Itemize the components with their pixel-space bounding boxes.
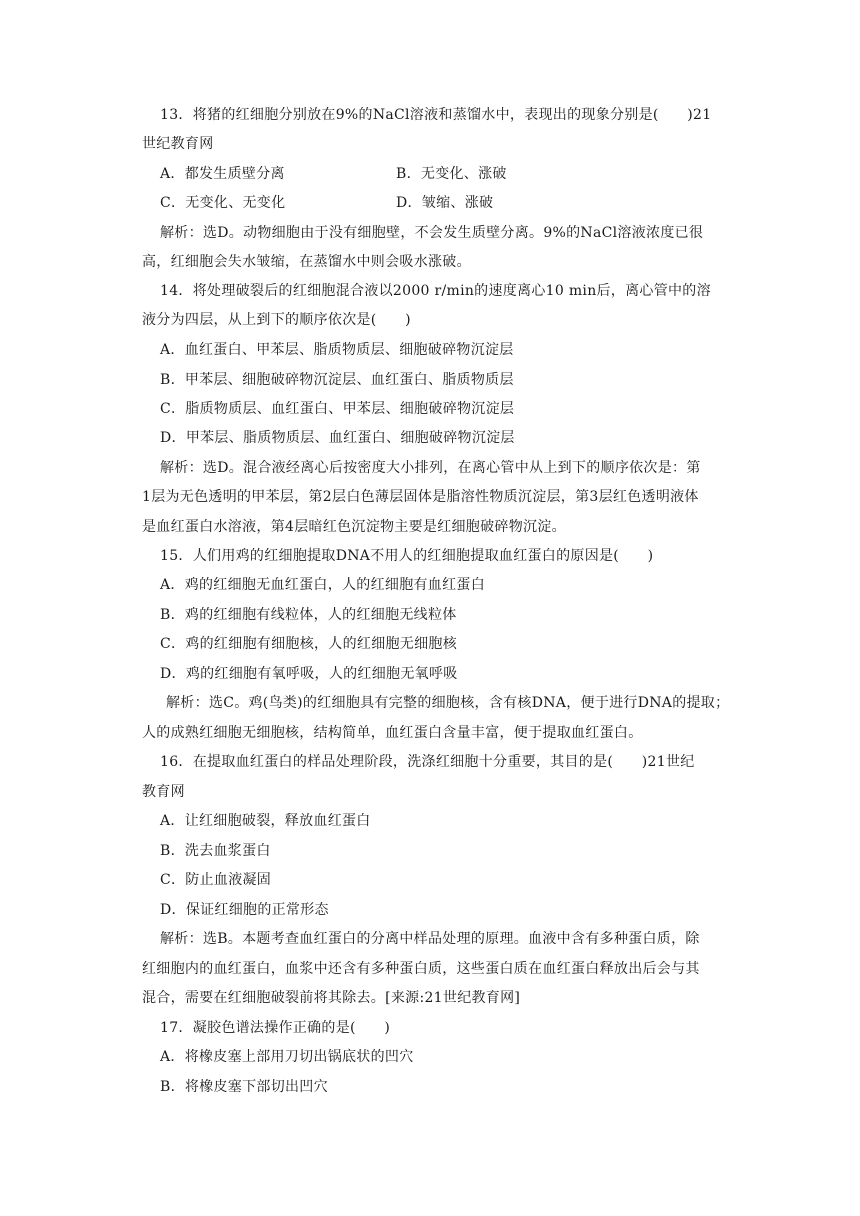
option-b: B．甲苯层、细胞破碎物沉淀层、血红蛋白、脂质物质层 xyxy=(160,372,514,388)
option-a: A．都发生质壁分离 xyxy=(160,166,285,182)
option-c: C．无变化、无变化 xyxy=(160,195,286,211)
option-c: C．防止血液凝固 xyxy=(160,872,272,888)
analysis-continued: 是血红蛋白水溶液，第4层暗红色沉淀物主要是红细胞破碎物沉淀。 xyxy=(142,519,566,535)
option-b: B．无变化、涨破 xyxy=(396,166,507,182)
question-stem: 14．将处理破裂后的红细胞混合液以2000 r/min的速度离心10 min后，离心管中的溶 xyxy=(160,283,711,299)
analysis-continued: 1层为无色透明的甲苯层，第2层白色薄层固体是脂溶性物质沉淀层，第3层红色透明液体 xyxy=(142,489,699,505)
question-stem-continued: 教育网 xyxy=(142,784,185,800)
option-a: A．血红蛋白、甲苯层、脂质物质层、细胞破碎物沉淀层 xyxy=(160,342,514,358)
option-a: A．让红细胞破裂，释放血红蛋白 xyxy=(160,813,371,829)
analysis-continued: 高，红细胞会失水皱缩，在蒸馏水中则会吸水涨破。 xyxy=(142,254,471,270)
question-stem: 16．在提取血红蛋白的样品处理阶段，洗涤红细胞十分重要，其目的是( )21世纪 xyxy=(160,754,695,770)
question-stem: 13．将猪的红细胞分别放在9%的NaCl溶液和蒸馏水中，表现出的现象分别是( )21 xyxy=(160,107,712,123)
question-stem: 17．凝胶色谱法操作正确的是( ) xyxy=(160,1020,391,1036)
option-b: B．将橡皮塞下部切出凹穴 xyxy=(160,1079,328,1095)
option-c: C．脂质物质层、血红蛋白、甲苯层、细胞破碎物沉淀层 xyxy=(160,401,515,417)
question-stem: 15．人们用鸡的红细胞提取DNA不用人的红细胞提取血红蛋白的原因是( ) xyxy=(160,548,654,564)
analysis: 解析：选D。混合液经离心后按密度大小排列，在离心管中从上到下的顺序依次是：第 xyxy=(160,460,701,476)
analysis: 解析：选B。本题考查血红蛋白的分离中样品处理的原理。血液中含有多种蛋白质，除 xyxy=(160,931,700,947)
analysis-continued: 人的成熟红细胞无细胞核，结构简单，血红蛋白含量丰富，便于提取血红蛋白。 xyxy=(142,725,643,741)
option-d: D．保证红细胞的正常形态 xyxy=(160,902,329,918)
analysis: 解析：选D。动物细胞由于没有细胞壁，不会发生质壁分离。9%的NaCl溶液浓度已很 xyxy=(160,225,704,241)
option-d: D．鸡的红细胞有氧呼吸，人的红细胞无氧呼吸 xyxy=(160,666,458,682)
option-b: B．洗去血浆蛋白 xyxy=(160,843,271,859)
option-d: D．皱缩、涨破 xyxy=(396,195,494,211)
analysis-continued: 红细胞内的血红蛋白，血浆中还含有多种蛋白质，这些蛋白质在血红蛋白释放出后会与其 xyxy=(142,961,700,977)
option-a: A．将橡皮塞上部用刀切出锅底状的凹穴 xyxy=(160,1049,414,1065)
option-c: C．鸡的红细胞有细胞核，人的红细胞无细胞核 xyxy=(160,636,458,652)
option-b: B．鸡的红细胞有线粒体，人的红细胞无线粒体 xyxy=(160,607,457,623)
option-a: A．鸡的红细胞无血红蛋白，人的红细胞有血红蛋白 xyxy=(160,577,486,593)
question-stem-continued: 世纪教育网 xyxy=(142,136,214,152)
analysis-continued: 混合，需要在红细胞破裂前将其除去。[来源:21世纪教育网] xyxy=(142,990,521,1006)
analysis: 解析：选C。鸡(鸟类)的红细胞具有完整的细胞核，含有核DNA，便于进行DNA的提取； xyxy=(166,695,730,711)
question-stem-continued: 液分为四层，从上到下的顺序依次是( ) xyxy=(142,312,411,328)
option-d: D．甲苯层、脂质物质层、血红蛋白、细胞破碎物沉淀层 xyxy=(160,430,515,446)
